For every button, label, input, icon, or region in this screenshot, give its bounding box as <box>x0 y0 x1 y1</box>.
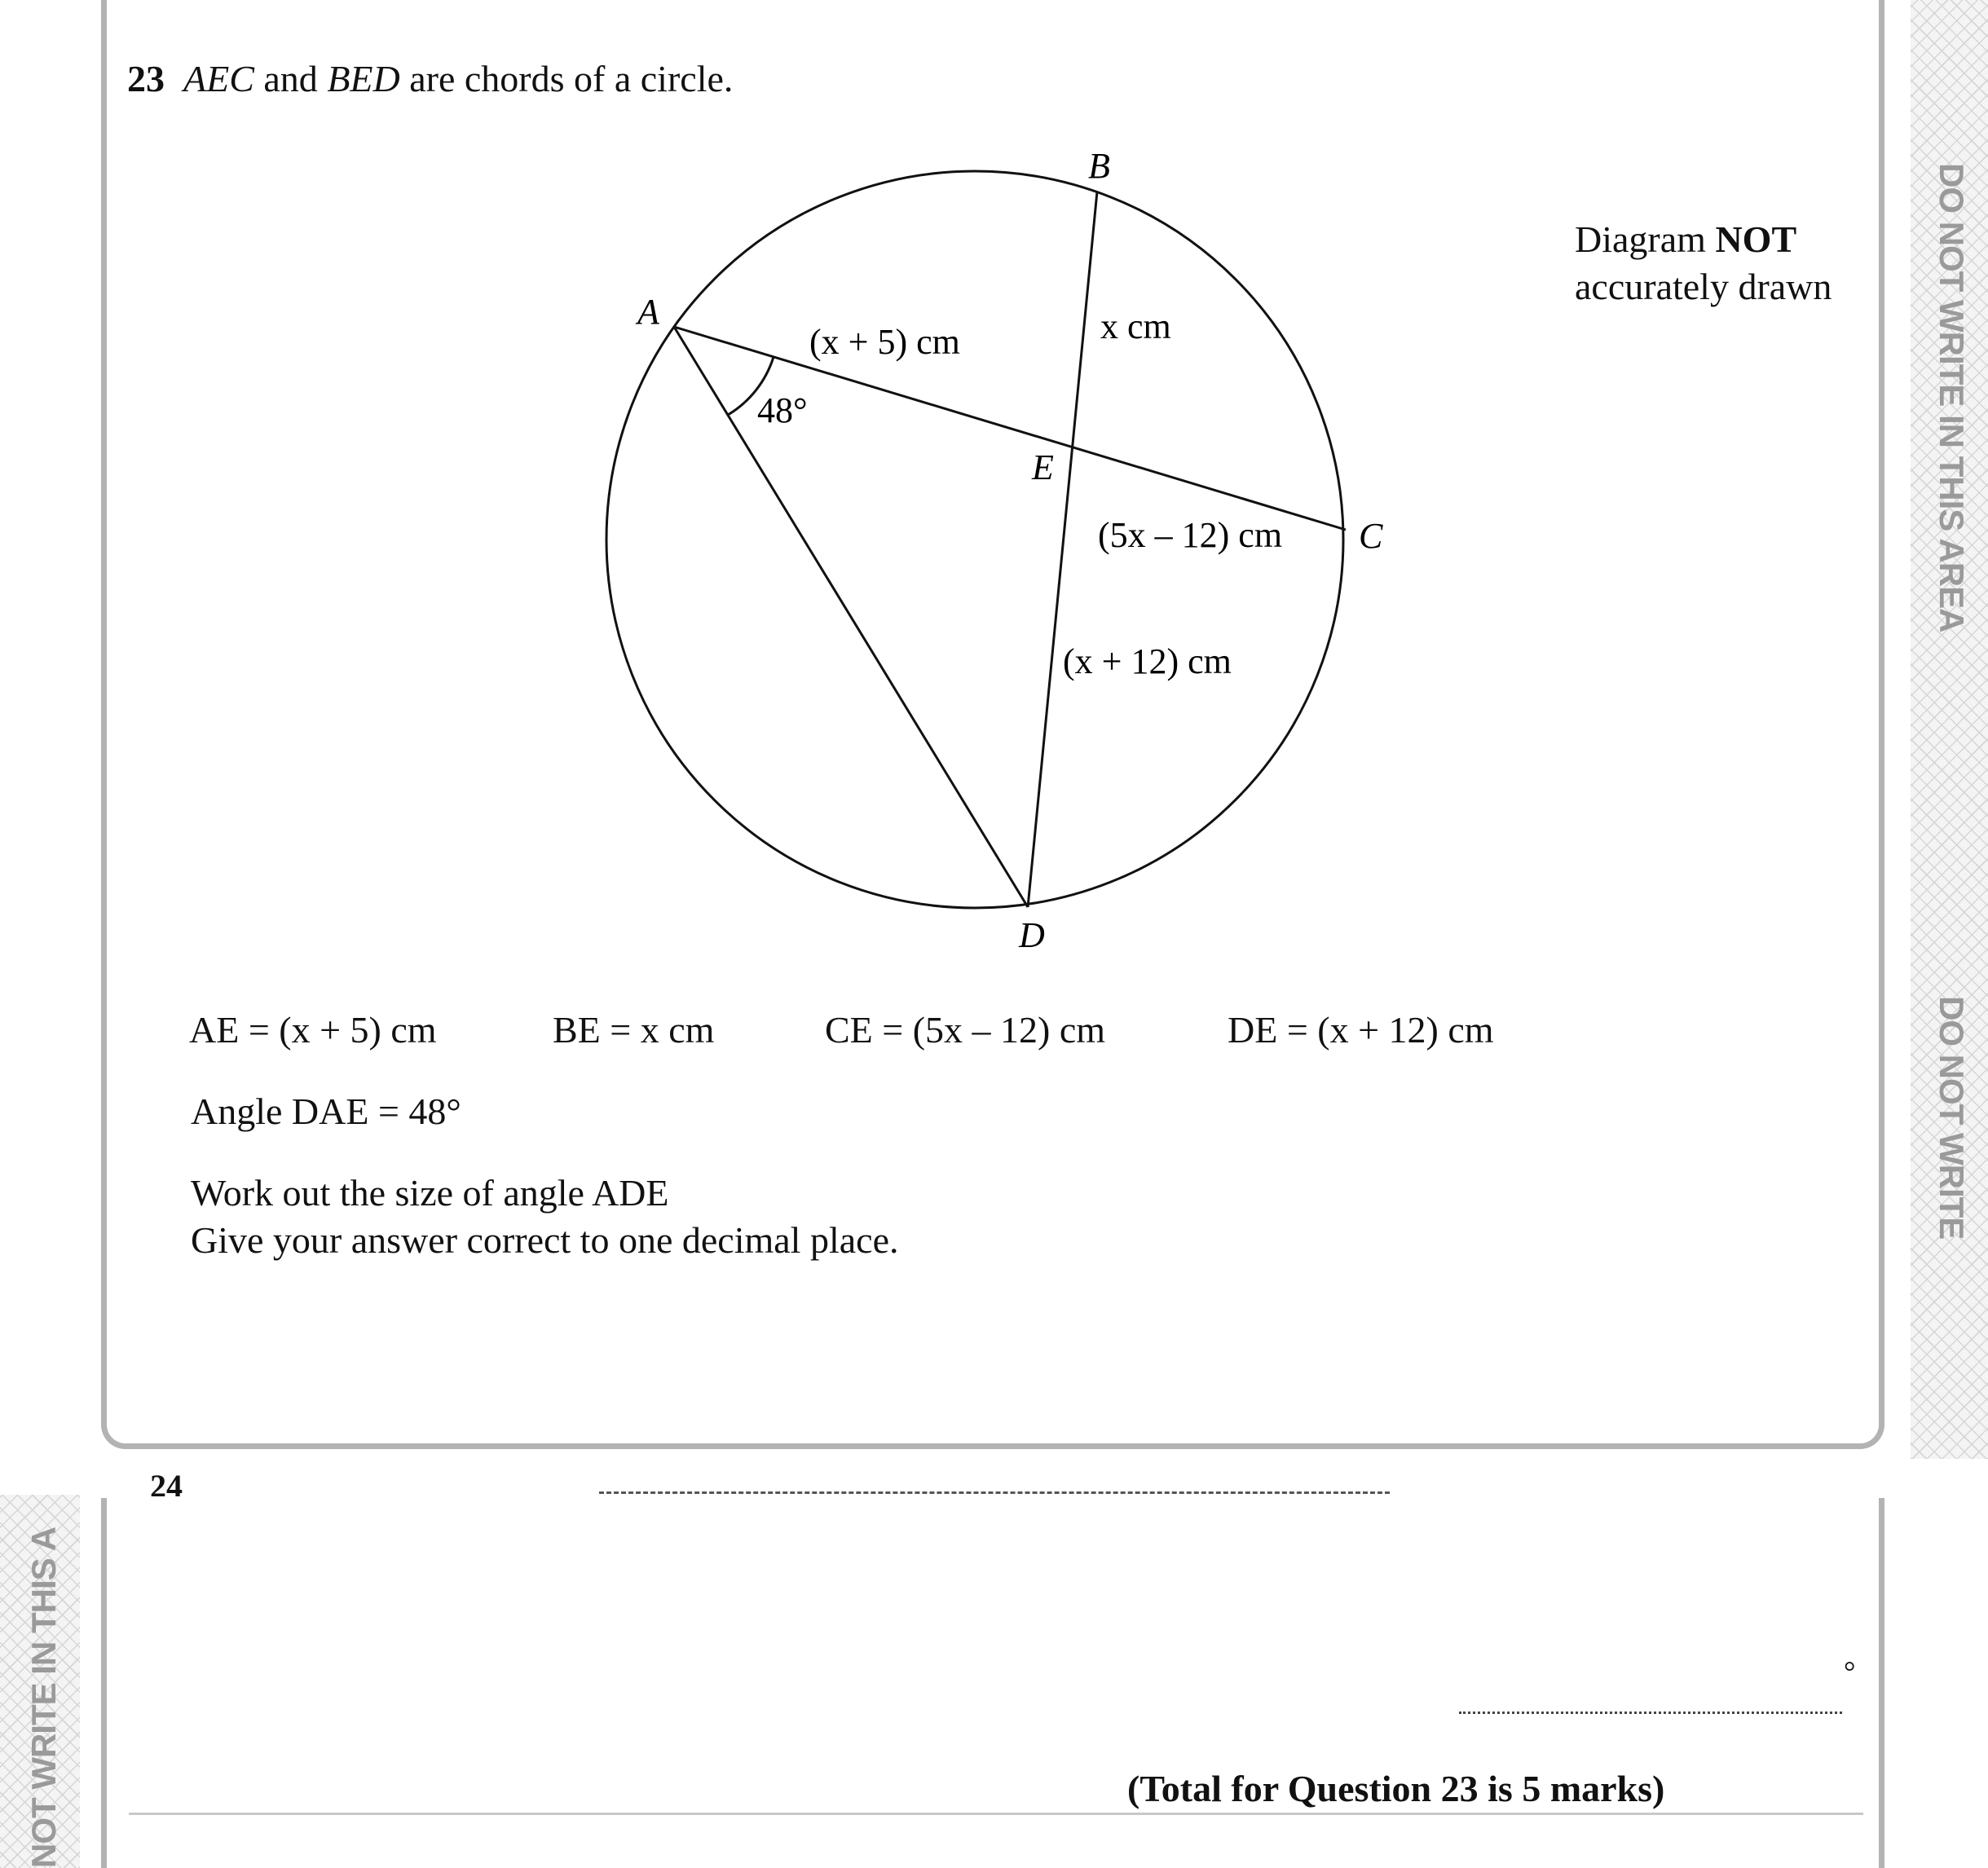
next-question-number: 24 <box>150 1468 183 1496</box>
chord-bed: BED <box>327 58 400 99</box>
answer-unit: ° <box>1844 1655 1856 1688</box>
point-a-label: A <box>637 292 659 332</box>
chord-aec: AEC <box>183 58 254 99</box>
question-total: (Total for Question 23 is 5 marks) <box>1127 1768 1665 1809</box>
point-c-label: C <box>1359 516 1383 556</box>
question-number: 23 <box>127 58 165 99</box>
frame-left-edge <box>101 1498 107 1868</box>
bottom-rule <box>129 1813 1863 1815</box>
frame-right-edge <box>1879 1498 1884 1868</box>
diagram-note-line2: accurately drawn <box>1575 266 1832 307</box>
label-de: (x + 12) cm <box>1063 641 1232 681</box>
intro-and: and <box>253 58 328 99</box>
diagram-note <box>1575 216 1832 311</box>
point-d-label: D <box>1019 915 1045 955</box>
angle-label: 48° <box>757 390 808 430</box>
intro-rest: are chords of a circle. <box>399 58 734 99</box>
label-be: x cm <box>1100 306 1171 346</box>
given-be: BE = x cm <box>553 1009 715 1051</box>
answer-line[interactable] <box>1459 1712 1842 1714</box>
margin-warning-right-top: DO NOT WRITE IN THIS AREA <box>1933 163 1971 632</box>
diagram-note-bold: NOT <box>1715 218 1797 260</box>
point-e-label: E <box>1032 447 1054 487</box>
margin-warning-left: NOT WRITE IN THIS A <box>24 1527 63 1868</box>
line-ad <box>674 327 1028 907</box>
given-ce: CE = (5x – 12) cm <box>825 1009 1106 1051</box>
instruction-line1: Work out the size of angle ADE <box>191 1172 669 1214</box>
point-b-label: B <box>1088 146 1110 186</box>
given-de: DE = (x + 12) cm <box>1228 1009 1494 1051</box>
instruction-line2: Give your answer correct to one decimal place. <box>191 1219 899 1261</box>
given-ae: AE = (x + 5) cm <box>189 1009 437 1051</box>
given-angle: Angle DAE = 48° <box>191 1090 461 1132</box>
label-ae: (x + 5) cm <box>809 322 960 362</box>
label-ce: (5x – 12) cm <box>1098 515 1283 555</box>
scan-artifact-line <box>599 1491 1390 1494</box>
diagram-note-line1: Diagram NOT <box>1575 218 1797 260</box>
chord-bed-line <box>1028 192 1097 907</box>
margin-warning-right-bottom: DO NOT WRITE <box>1933 996 1971 1240</box>
